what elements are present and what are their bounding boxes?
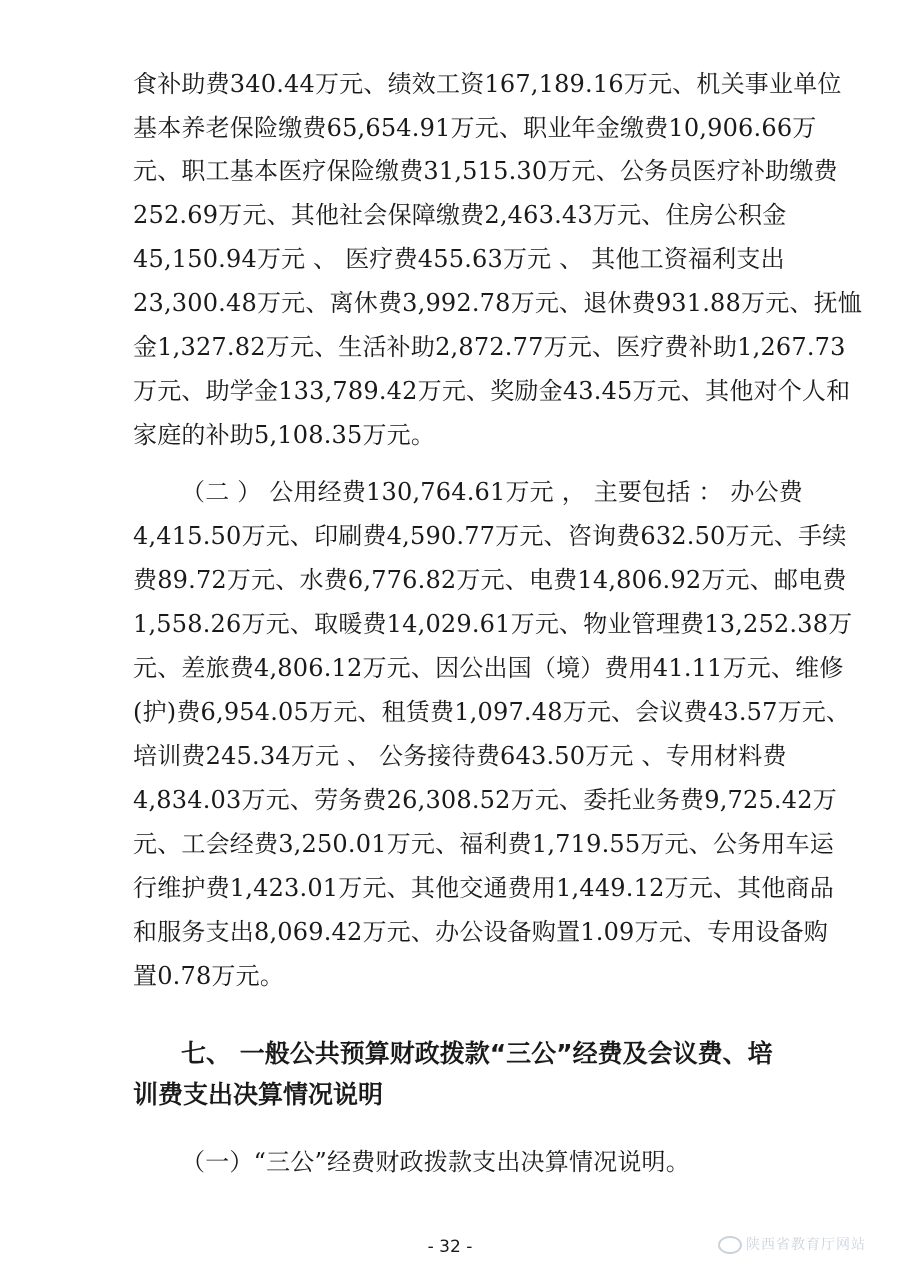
text-line: 252.69万元、其他社会保障缴费2,463.43万元、住房公积金 [133, 201, 787, 229]
text-line: 家庭的补助5,108.35万元。 [133, 421, 436, 449]
text-line: 45,150.94万元 、 医疗费455.63万元 、 其他工资福利支出 [133, 245, 785, 273]
text-line: 培训费245.34万元 、 公务接待费643.50万元 、专用材料费 [133, 742, 787, 770]
text-line: 元、差旅费4,806.12万元、因公出国（境）费用41.11万元、维修 [133, 654, 844, 682]
text-line: 4,415.50万元、印刷费4,590.77万元、咨询费632.50万元、手续 [133, 522, 847, 550]
text-line: 元、职工基本医疗保险缴费31,515.30万元、公务员医疗补助缴费 [133, 157, 838, 185]
subsection-heading: （一）“三公”经费财政拨款支出决算情况说明。 [181, 1148, 690, 1176]
text-line: 置0.78万元。 [133, 962, 285, 990]
text-line: 食补助费340.44万元、绩效工资167,189.16万元、机关事业单位 [133, 70, 842, 98]
page-number: - 32 - [427, 1237, 473, 1257]
text-line: 费89.72万元、水费6,776.82万元、电费14,806.92万元、邮电费 [133, 566, 847, 594]
text-line: 1,558.26万元、取暖费14,029.61万元、物业管理费13,252.38万 [133, 610, 853, 638]
section-heading: 七、 一般公共预算财政拨款“三公”经费及会议费、培 [181, 1039, 773, 1068]
text-line: 金1,327.82万元、生活补助2,872.77万元、医疗费补助1,267.73 [133, 333, 846, 361]
section-heading: 训费支出决算情况说明 [133, 1080, 384, 1109]
watermark [718, 1234, 866, 1254]
watermark-logo-icon [718, 1236, 742, 1254]
text-line: 元、工会经费3,250.01万元、福利费1,719.55万元、公务用车运 [133, 830, 834, 858]
text-line: 万元、助学金133,789.42万元、奖励金43.45万元、其他对个人和 [133, 377, 851, 405]
text-line: (护)费6,954.05万元、租赁费1,097.48万元、会议费43.57万元、 [133, 698, 851, 726]
text-line: （二 ） 公用经费130,764.61万元 ， 主要包括 ： 办公费 [181, 478, 803, 506]
watermark-text: 陕西省教育厅网站 [746, 1237, 866, 1253]
text-line: 4,834.03万元、劳务费26,308.52万元、委托业务费9,725.42万 [133, 786, 837, 814]
text-line: 23,300.48万元、离休费3,992.78万元、退休费931.88万元、抚恤 [133, 289, 862, 317]
text-line: 基本养老保险缴费65,654.91万元、职业年金缴费10,906.66万 [133, 114, 817, 142]
text-line: 行维护费1,423.01万元、其他交通费用1,449.12万元、其他商品 [133, 874, 834, 902]
text-line: 和服务支出8,069.42万元、办公设备购置1.09万元、专用设备购 [133, 918, 829, 946]
